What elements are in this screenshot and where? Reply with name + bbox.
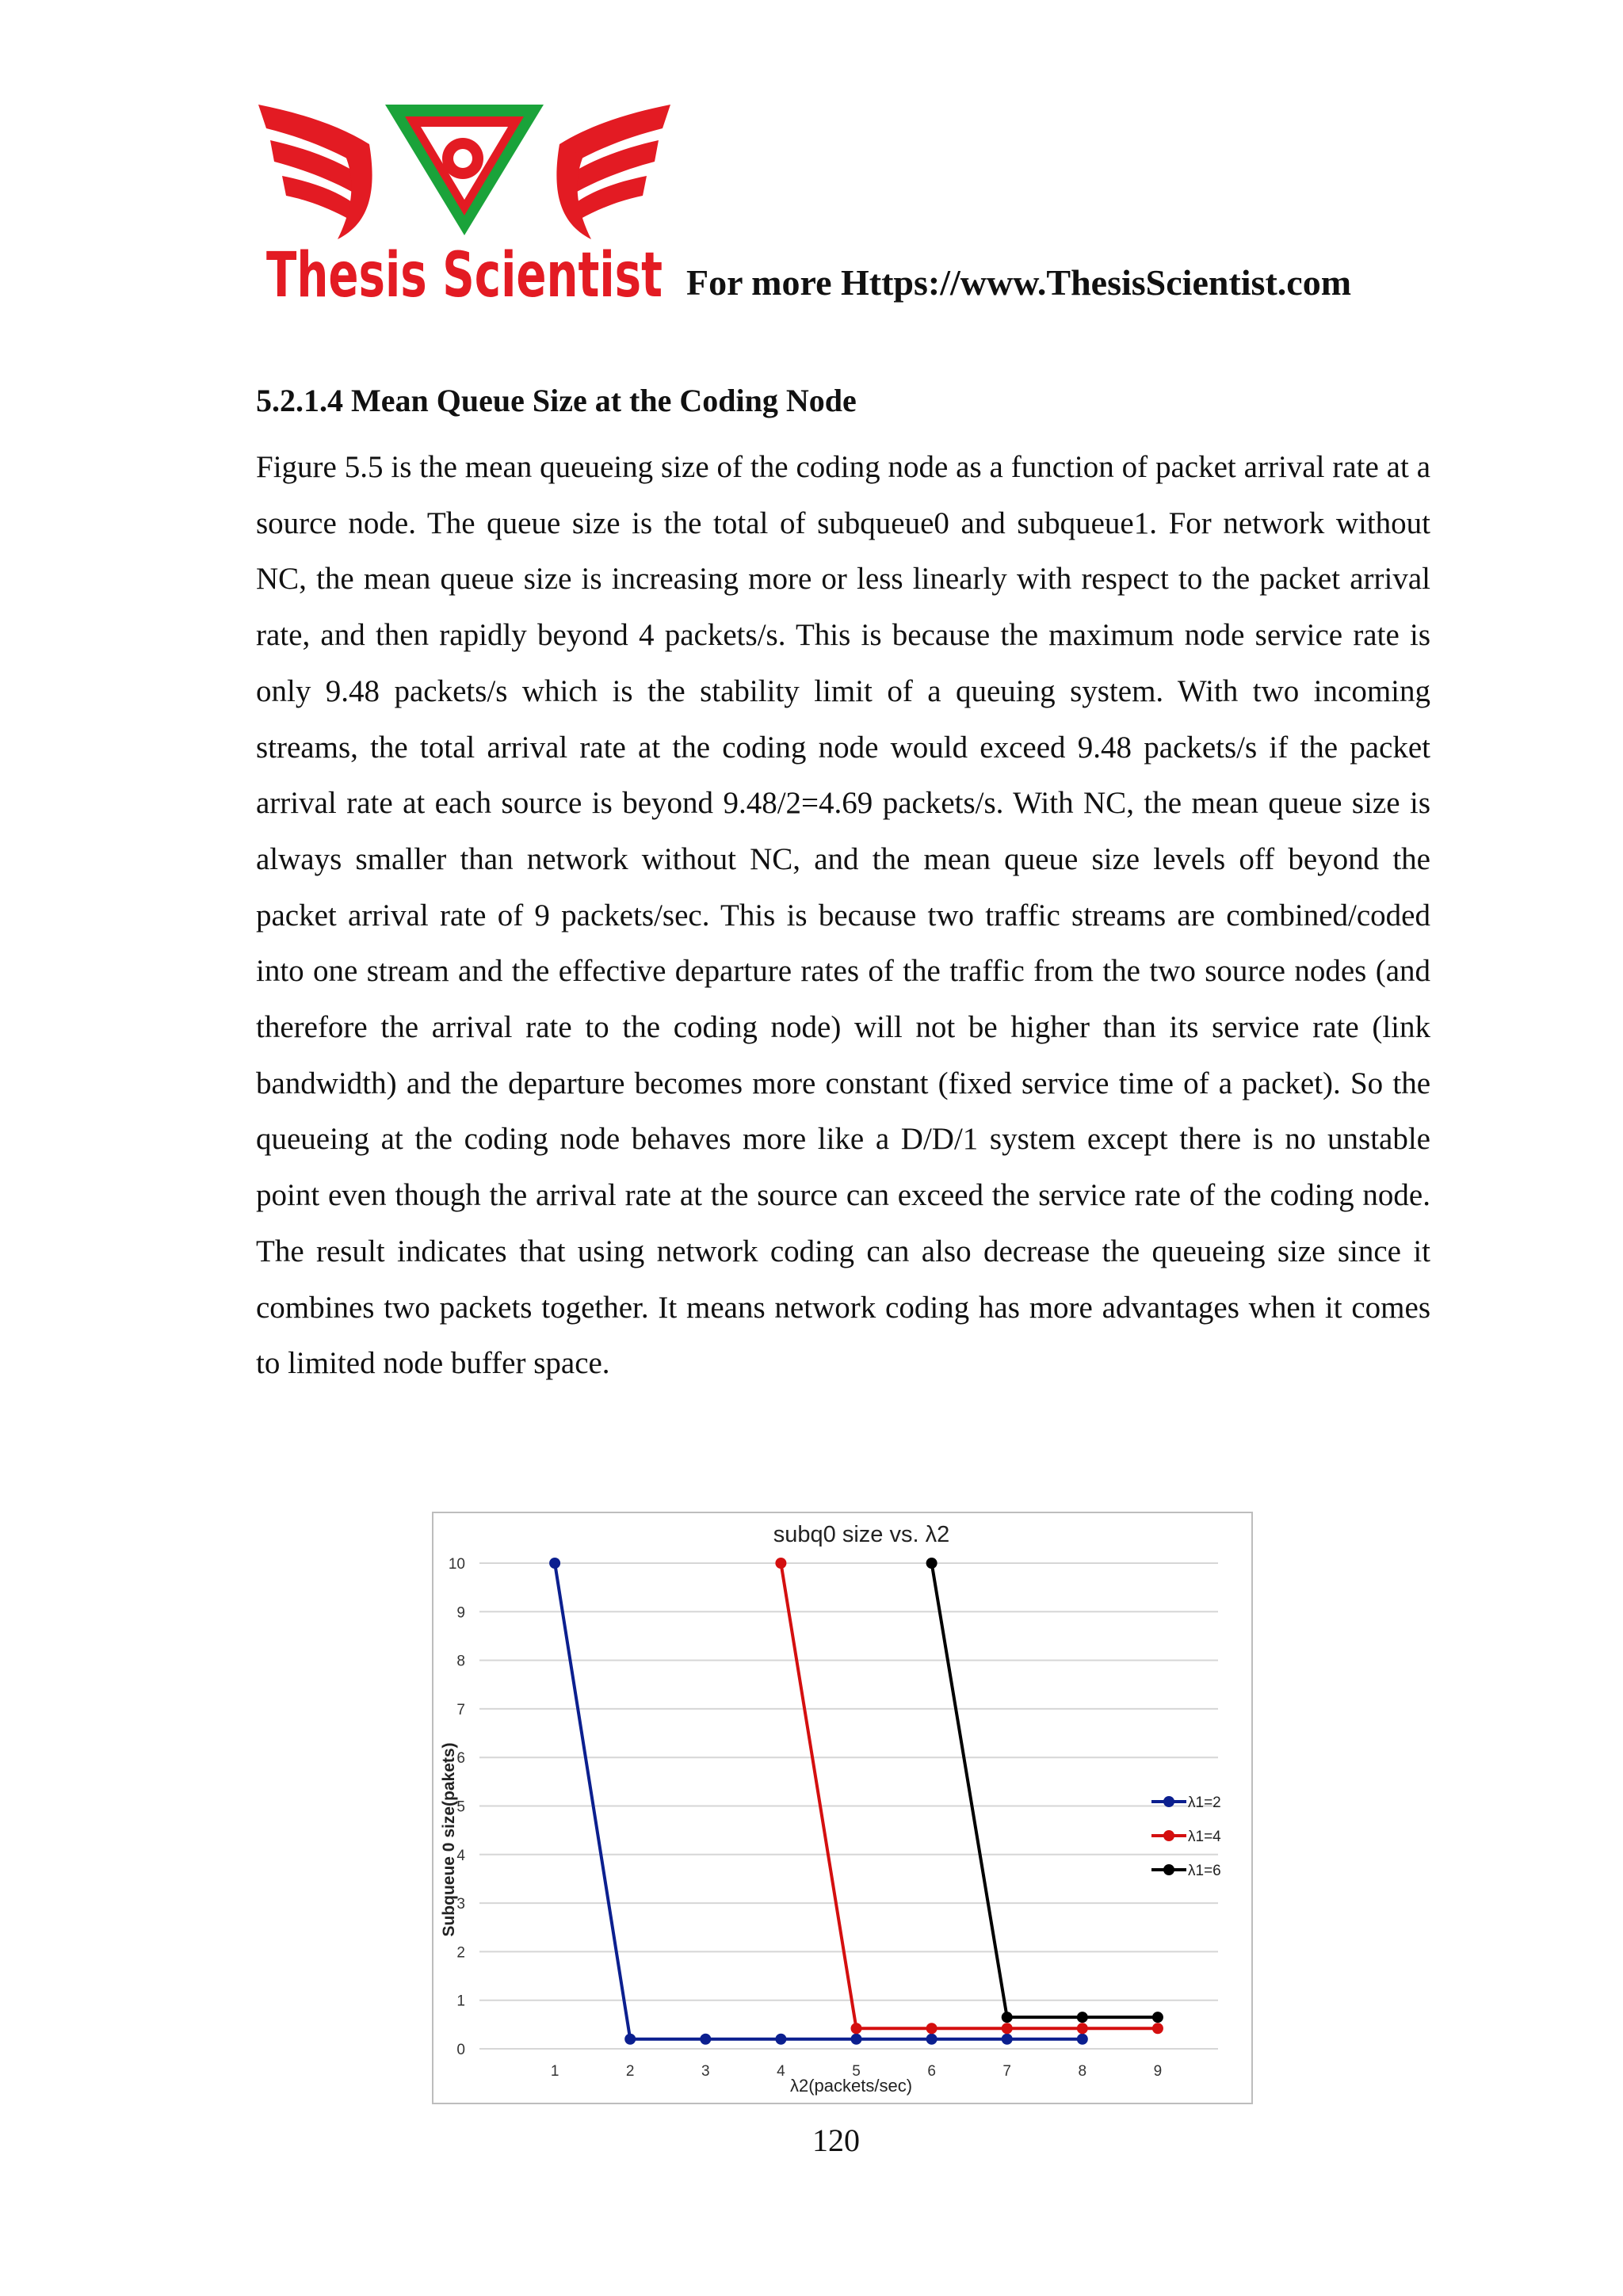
data-point (1002, 2012, 1013, 2023)
data-point (851, 2034, 862, 2045)
right-wing-icon (556, 105, 670, 239)
triangle-emblem-icon (385, 105, 544, 235)
body-paragraph: Figure 5.5 is the mean queueing size of the coding node as a function of packet arrival rate at a source node. The queue size is the total of subqueue0 and subqueue1. For network without NC, the mean queue size is increasing more or less linearly with respect to the packet arrival rate, and then rapidly beyond 4 packets/s. This is because the maximum node service rate is only 9.48 packets/s which is the stability limit of a queuing system. With two incoming streams, the total arrival rate at the coding node would exceed 9.48 packets/s if the packet arrival rate at each source is beyond 9.48/2=4.69 packets/s. With NC, the mean queue size is always smaller than network without NC, and the mean queue size levels off beyond the packet arrival rate of 9 packets/sec. This is because two traffic streams are combined/coded into one stream and the effective departure rates of the traffic from the two source nodes (and therefore the arrival rate to the coding node) will not be higher than its service rate (link bandwidth) and the departure becomes more constant (fixed service time of a packet). So the queueing at the coding node behaves more like a D/D/1 system except there is no unstable point even though the arrival rate at the source can exceed the service rate of the coding node. The result indicates that using network coding can also decrease the queueing size since it combines two packets together. It means network coding has more advantages when it comes to limited node buffer space. (256, 450, 1430, 1381)
legend-swatch-marker (1163, 1864, 1174, 1875)
data-point (549, 1558, 560, 1569)
x-tick-label: 4 (777, 2063, 785, 2080)
x-tick-label: 9 (1153, 2063, 1163, 2080)
series-line (932, 1563, 1158, 2017)
thesis-scientist-logo (250, 89, 678, 311)
data-point (926, 2023, 938, 2034)
y-axis-label: Subqueue 0 size(pakets) (440, 1742, 458, 1937)
data-point (1002, 2023, 1013, 2034)
data-point (700, 2034, 711, 2045)
y-tick-label: 3 (456, 1896, 465, 1913)
data-point (775, 2034, 786, 2045)
legend (1151, 1794, 1221, 1879)
y-tick-label: 5 (456, 1798, 465, 1816)
y-tick-label: 0 (456, 2042, 465, 2058)
chart-svg (433, 1513, 1251, 2103)
x-tick-label: 5 (852, 2063, 861, 2080)
legend-label: λ1=2 (1188, 1794, 1221, 1811)
y-tick-label: 6 (456, 1750, 465, 1768)
y-tick-label: 2 (456, 1944, 465, 1962)
chart-title: subq0 size vs. λ2 (773, 1522, 950, 1547)
x-tick-label: 7 (1002, 2063, 1012, 2080)
data-point (775, 1558, 786, 1569)
x-tick-label: 6 (927, 2063, 936, 2080)
x-tick-label: 2 (625, 2063, 635, 2080)
series-layer (549, 1558, 1163, 2045)
data-point (1077, 2012, 1088, 2023)
legend-swatch-marker (1163, 1796, 1174, 1807)
data-point (926, 2034, 938, 2045)
data-point (1077, 2034, 1088, 2045)
data-point (851, 2023, 862, 2034)
legend-swatch-marker (1163, 1830, 1174, 1841)
x-tick-label: 3 (701, 2063, 710, 2080)
x-axis-label: λ2(packets/sec) (789, 2076, 913, 2096)
page-number: 120 (812, 2122, 860, 2158)
y-tick-label: 1 (456, 1993, 465, 2010)
header-url[interactable]: For more Https://www.ThesisScientist.com (686, 262, 1352, 303)
y-tick-label: 7 (456, 1701, 465, 1718)
legend-label: λ1=6 (1188, 1863, 1221, 1879)
y-tick-label: 8 (456, 1653, 465, 1670)
y-tick-label: 4 (456, 1847, 465, 1864)
data-point (926, 1558, 938, 1569)
data-point (1152, 2012, 1163, 2023)
legend-item (1151, 1794, 1221, 1811)
data-point (1152, 2023, 1163, 2034)
legend-item (1151, 1863, 1221, 1879)
y-tick-label: 10 (448, 1556, 465, 1573)
legend-label: λ1=4 (1188, 1829, 1221, 1845)
figure-chart (432, 1512, 1253, 2104)
left-wing-icon (258, 105, 372, 239)
series-3 (926, 1558, 1163, 2023)
legend-item (1151, 1829, 1221, 1845)
data-point (1077, 2023, 1088, 2034)
logo-wordmark: Thesis Scientist (266, 240, 663, 311)
x-tick-label: 8 (1078, 2063, 1087, 2080)
y-tick-label: 9 (456, 1604, 465, 1622)
data-point (624, 2034, 636, 2045)
section-heading: 5.2.1.4 Mean Queue Size at the Coding Node (256, 383, 857, 418)
x-tick-label: 1 (550, 2063, 559, 2080)
data-point (1002, 2034, 1013, 2045)
